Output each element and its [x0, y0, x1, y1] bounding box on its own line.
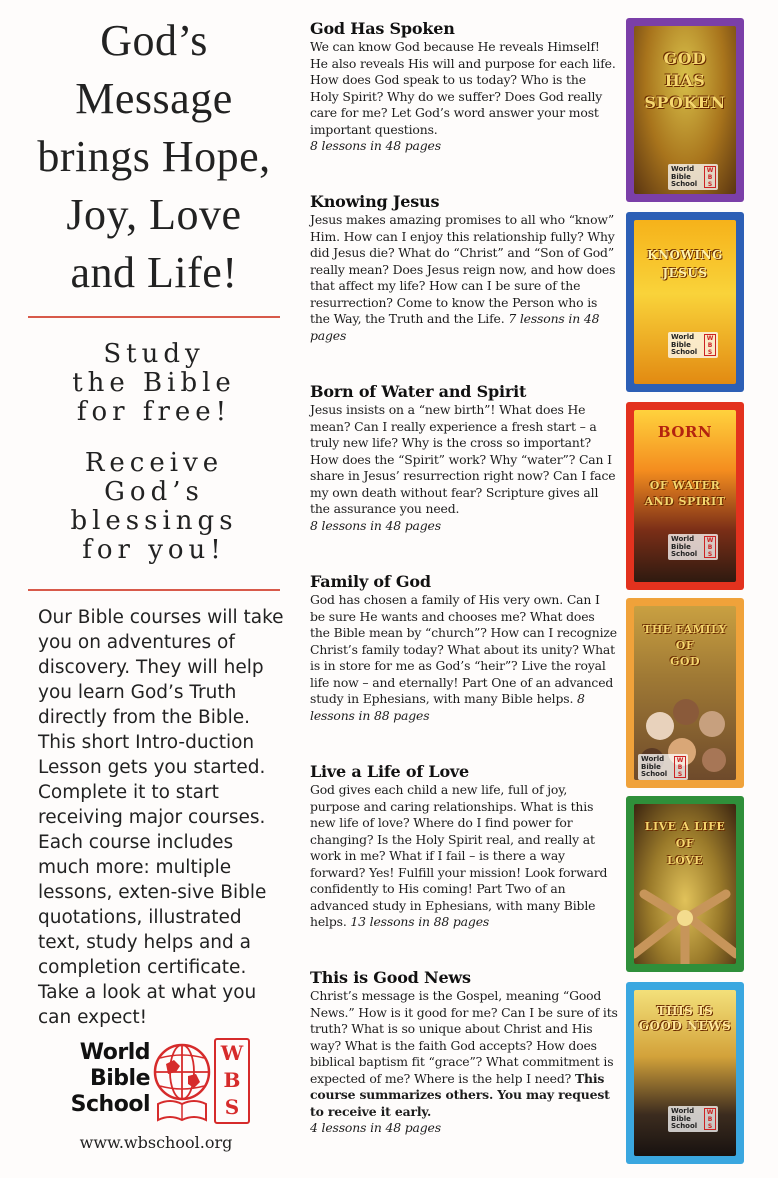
badge-mark: W B S: [704, 334, 716, 356]
globe-bible-icon: [152, 1036, 212, 1128]
logo-word: School: [70, 1092, 150, 1117]
cover-family-of-god: [626, 598, 744, 788]
course-title: God Has Spoken: [310, 19, 455, 38]
intro-paragraph: Our Bible courses will take you on adventures of discovery. They will help you learn God’s Truth directly from the Bible. This short Intro-duction Lesson gets you started. Complete it to start receiving major courses. Each course includes much more: multiple lessons, exten-sive Bible quotations, illustrated text, study helps and a completion certificate. Take a look at what you can expect!: [38, 607, 284, 1028]
course-title: Knowing Jesus: [310, 192, 440, 211]
cover-title-line: AND SPIRIT: [644, 495, 726, 508]
headline-line: God’s: [100, 16, 208, 65]
cover-title-line: LIVE A LIFE: [644, 820, 726, 833]
tagline-study: [18, 340, 290, 427]
headline-line: and Life!: [70, 248, 238, 297]
cover-wbs-badge: [668, 164, 718, 190]
badge-mark: W B S: [704, 536, 716, 558]
course-knowing-jesus: [310, 193, 618, 344]
badge-line: Bible: [641, 762, 661, 771]
badge-line: World: [671, 333, 695, 341]
cover-title-line: GOD: [663, 49, 707, 68]
course-note: This course summarizes others. You may request to receive it early.: [310, 1070, 610, 1119]
tagline-line: for you!: [82, 535, 226, 565]
cover-title-line: JESUS: [662, 266, 708, 280]
course-description: [310, 782, 618, 931]
logo-wordmark: [46, 1040, 150, 1118]
course-born-of-water: [310, 383, 618, 534]
badge-mark: W B S: [704, 166, 716, 188]
tagline-line: blessings: [70, 506, 238, 536]
course-desc-text: Jesus insists on a “new birth”! What does He mean? Can I really experience a fresh start – a truly new life? Why is the cross so important? How does the “Spirit” work? Why “water”? Can I share in Jesus’ resurrection right now? Can I face my own death without fear? Scripture gives all the assurance you need.: [310, 402, 616, 516]
cover-title-line: THIS IS: [656, 1004, 714, 1018]
course-title: Born of Water and Spirit: [310, 382, 527, 401]
course-desc-text: God gives each child a new life, full of joy, purpose and caring relationships. What is this new life of love? Where do I find power for changing? Is the Holy Spirit real, and really at work in me? What if I fail – is there a way forward? Yes! Fulfill your mission! Look forward confidently to His coming! Part Two of an advanced study in Ephesians, with many Bible helps.: [310, 782, 608, 929]
cover-art: [634, 410, 736, 582]
badge-mark: W B S: [674, 756, 686, 778]
logo-word: World: [79, 1040, 150, 1065]
badge-letter: B: [223, 1068, 241, 1092]
course-meta: 13 lessons in 88 pages: [350, 914, 490, 929]
cover-title: [634, 1004, 736, 1034]
course-title: Family of God: [310, 572, 431, 591]
cover-title-line: SPOKEN: [644, 93, 726, 112]
cover-knowing-jesus: [626, 212, 744, 392]
cover-art: [634, 220, 736, 384]
course-desc-text: We can know God because He reveals Himself! He also reveals His will and purpose for each life. How does God speak to us today? Who is the Holy Spirit? Why do we suffer? Does God really care for me? Let God’s word answer your most important questions.: [310, 39, 616, 137]
course-description: [310, 402, 618, 534]
course-this-is-good-news: [310, 969, 618, 1137]
cover-title-line: THE FAMILY: [643, 623, 727, 636]
cover-title-line: GOD: [669, 655, 700, 668]
cover-title-line: BORN: [657, 423, 713, 441]
tagline-receive: [18, 449, 290, 565]
course-description: [310, 592, 618, 724]
badge-line: Bible: [671, 172, 691, 181]
course-desc-text: Christ’s message is the Gospel, meaning “Good News.” How is it good for me? Can I be sure of its truth? What is so unique about Christ and His way? What is the faith God accepts? How does biblical baptism fit “grace”? What commitment is expected of me? Where is the help I need?: [310, 988, 618, 1086]
badge-mark: W B S: [704, 1108, 716, 1130]
course-meta: 8 lessons in 88 pages: [310, 691, 585, 723]
cover-born-of-water: [626, 402, 744, 590]
cover-title: [634, 48, 736, 114]
tagline-line: God’s: [104, 477, 204, 507]
cover-title-line: HAS: [664, 71, 706, 90]
cover-wbs-badge: [668, 332, 718, 358]
cover-title-line: KNOWING: [647, 248, 723, 262]
divider: [28, 589, 280, 591]
cover-art: [634, 990, 736, 1156]
headline: [18, 12, 290, 302]
cover-wbs-badge: [668, 534, 718, 560]
cover-wbs-badge: [668, 1106, 718, 1132]
logo-word: Bible: [89, 1066, 150, 1091]
course-description: [310, 39, 618, 155]
tagline-line: for free!: [76, 397, 232, 427]
cover-art: [634, 606, 736, 780]
badge-line: Bible: [671, 542, 691, 551]
badge-line: World: [671, 535, 695, 543]
cover-art: [634, 26, 736, 194]
badge-line: School: [641, 770, 668, 778]
course-live-a-life-of-love: [310, 763, 618, 931]
cover-wbs-badge: [638, 754, 688, 780]
cover-title: [634, 818, 736, 869]
course-family-of-god: [310, 573, 618, 724]
cover-title: [634, 622, 736, 670]
badge-line: School: [671, 550, 698, 558]
cover-art: [634, 804, 736, 964]
badge-line: School: [671, 180, 698, 188]
course-description: [310, 988, 618, 1137]
tagline-line: Receive: [84, 448, 224, 478]
cover-title-line: OF WATER: [649, 479, 721, 492]
cover-title-line: LOVE: [666, 854, 704, 867]
badge-line: Bible: [671, 1114, 691, 1123]
cover-subtitle: [634, 478, 736, 510]
badge-letter: S: [224, 1095, 240, 1119]
course-meta: 7 lessons in 48 pages: [310, 311, 600, 343]
course-title: Live a Life of Love: [310, 762, 469, 781]
cover-title-line: GOOD NEWS: [638, 1019, 732, 1033]
tagline-line: the Bible: [72, 368, 236, 398]
website-link[interactable]: www.wbschool.org: [79, 1133, 233, 1152]
course-meta: 8 lessons in 48 pages: [310, 517, 441, 533]
course-meta: 8 lessons in 48 pages: [310, 138, 441, 153]
course-desc-text: God has chosen a family of His very own. Can I be sure He wants and chooses me? What does the Bible mean by “church”? How can I recognize Christ’s family today? What about its unity? What is in store for me as God’s “heir”? Live the royal life now – and eternally! Part One of an advanced study in Ephesians, with many Bible helps.: [310, 592, 617, 706]
cover-title: [634, 246, 736, 282]
cover-live-a-life-of-love: [626, 796, 744, 972]
cover-title-line: OF: [675, 837, 695, 850]
cover-title-line: OF: [675, 639, 695, 652]
course-desc-text: Jesus makes amazing promises to all who “know” Him. How can I enjoy this relationship fully? Why did Jesus die? What do “Christ” and “Son of God” really mean? Does Jesus reign now, and how does that affect my life? How can I be sure of the resurrection? Come to know the Person who is the Way, the Truth and the Life.: [310, 212, 616, 326]
course-title: This is Good News: [310, 968, 471, 987]
cover-god-has-spoken: [626, 18, 744, 202]
joined-hands-illustration: [634, 874, 736, 964]
course-god-has-spoken: [310, 20, 618, 155]
badge-line: Bible: [671, 340, 691, 349]
badge-letter: W: [220, 1041, 244, 1065]
badge-line: School: [671, 348, 698, 356]
headline-line: brings Hope,: [37, 132, 271, 181]
badge-line: World: [641, 755, 665, 763]
badge-line: World: [671, 165, 695, 173]
badge-line: School: [671, 1122, 698, 1130]
wbs-logo: [46, 1036, 256, 1128]
left-column: [18, 12, 290, 1030]
tagline-line: Study: [103, 339, 205, 369]
course-meta: 4 lessons in 48 pages: [310, 1120, 441, 1135]
course-description: [310, 212, 618, 344]
headline-line: Message: [75, 74, 233, 123]
badge-line: World: [671, 1107, 695, 1115]
cover-this-is-good-news: [626, 982, 744, 1164]
headline-line: Joy, Love: [66, 190, 242, 239]
cover-title: [634, 422, 736, 442]
divider: [28, 316, 280, 318]
wbs-badge: [214, 1038, 250, 1124]
